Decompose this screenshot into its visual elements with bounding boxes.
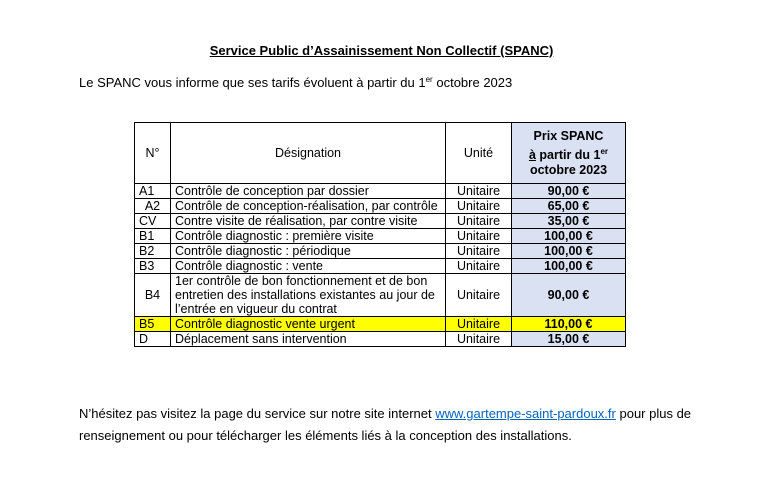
row-code: CV: [135, 214, 171, 229]
row-code: B1: [135, 229, 171, 244]
footer-text-end: pour plus de renseignement ou pour télécharger les éléments liés à la conception des installations.: [79, 406, 692, 443]
row-unit: Unitaire: [446, 214, 512, 229]
header-price-line2: partir du 1: [535, 147, 601, 162]
website-link[interactable]: www.gartempe-saint-pardoux.fr: [435, 406, 616, 421]
row-unit: Unitaire: [446, 332, 512, 347]
row-code: A1: [135, 184, 171, 199]
row-unit: Unitaire: [446, 274, 512, 317]
intro-text: Le SPANC vous informe que ses tarifs évoluent à partir du 1: [79, 75, 426, 90]
table-row: [135, 244, 626, 259]
header-price-line3: octobre 2023: [529, 162, 608, 177]
row-designation: 1er contrôle de bon fonctionnement et de bon entretien des installations existantes au jour de l’entrée en vigueur du contrat: [171, 274, 446, 317]
row-code: B4: [135, 274, 171, 317]
row-price: 90,00 €: [512, 274, 626, 317]
row-unit: Unitaire: [446, 317, 512, 332]
header-price-a: à: [528, 147, 536, 162]
row-designation: Déplacement sans intervention: [171, 332, 446, 347]
row-designation: Contrôle diagnostic : première visite: [171, 229, 446, 244]
row-code: B5: [135, 317, 171, 332]
table-row: [135, 199, 626, 214]
row-designation: Contrôle diagnostic vente urgent: [171, 317, 446, 332]
header-price-line1: Prix SPANC: [533, 128, 604, 143]
intro-paragraph: [79, 75, 512, 90]
row-code: A2: [135, 199, 171, 214]
intro-superscript: er: [425, 75, 433, 84]
row-price: 15,00 €: [512, 332, 626, 347]
table-row-highlighted: [135, 317, 626, 332]
intro-date: octobre 2023: [432, 75, 513, 90]
table-row: [135, 332, 626, 347]
row-designation: Contrôle de conception-réalisation, par contrôle: [171, 199, 446, 214]
header-designation: Désignation: [171, 123, 446, 184]
row-designation: Contrôle de conception par dossier: [171, 184, 446, 199]
row-code: B2: [135, 244, 171, 259]
table-header-row: [135, 123, 626, 184]
footer-paragraph: [79, 403, 699, 447]
row-unit: Unitaire: [446, 259, 512, 274]
footer-text: N’hésitez pas visitez la page du service sur notre site internet: [79, 406, 436, 421]
row-designation: Contre visite de réalisation, par contre visite: [171, 214, 446, 229]
table-row: [135, 229, 626, 244]
row-price: 110,00 €: [512, 317, 626, 332]
row-unit: Unitaire: [446, 184, 512, 199]
document-title: Service Public d’Assainissement Non Collectif (SPANC): [209, 43, 554, 58]
row-price: 100,00 €: [512, 229, 626, 244]
row-price: 65,00 €: [512, 199, 626, 214]
row-code: D: [135, 332, 171, 347]
header-price: [512, 123, 626, 184]
row-price: 90,00 €: [512, 184, 626, 199]
row-price: 100,00 €: [512, 244, 626, 259]
row-unit: Unitaire: [446, 199, 512, 214]
row-price: 100,00 €: [512, 259, 626, 274]
table-row: [135, 274, 626, 317]
row-designation: Contrôle diagnostic : vente: [171, 259, 446, 274]
row-code: B3: [135, 259, 171, 274]
row-price: 35,00 €: [512, 214, 626, 229]
header-price-sup: er: [600, 146, 609, 156]
tariff-table: [134, 122, 626, 347]
header-unit: Unité: [446, 123, 512, 184]
row-unit: Unitaire: [446, 229, 512, 244]
row-designation: Contrôle diagnostic : périodique: [171, 244, 446, 259]
table-row: [135, 184, 626, 199]
row-unit: Unitaire: [446, 244, 512, 259]
header-num: N°: [135, 123, 171, 184]
table-row: [135, 259, 626, 274]
table-row: [135, 214, 626, 229]
